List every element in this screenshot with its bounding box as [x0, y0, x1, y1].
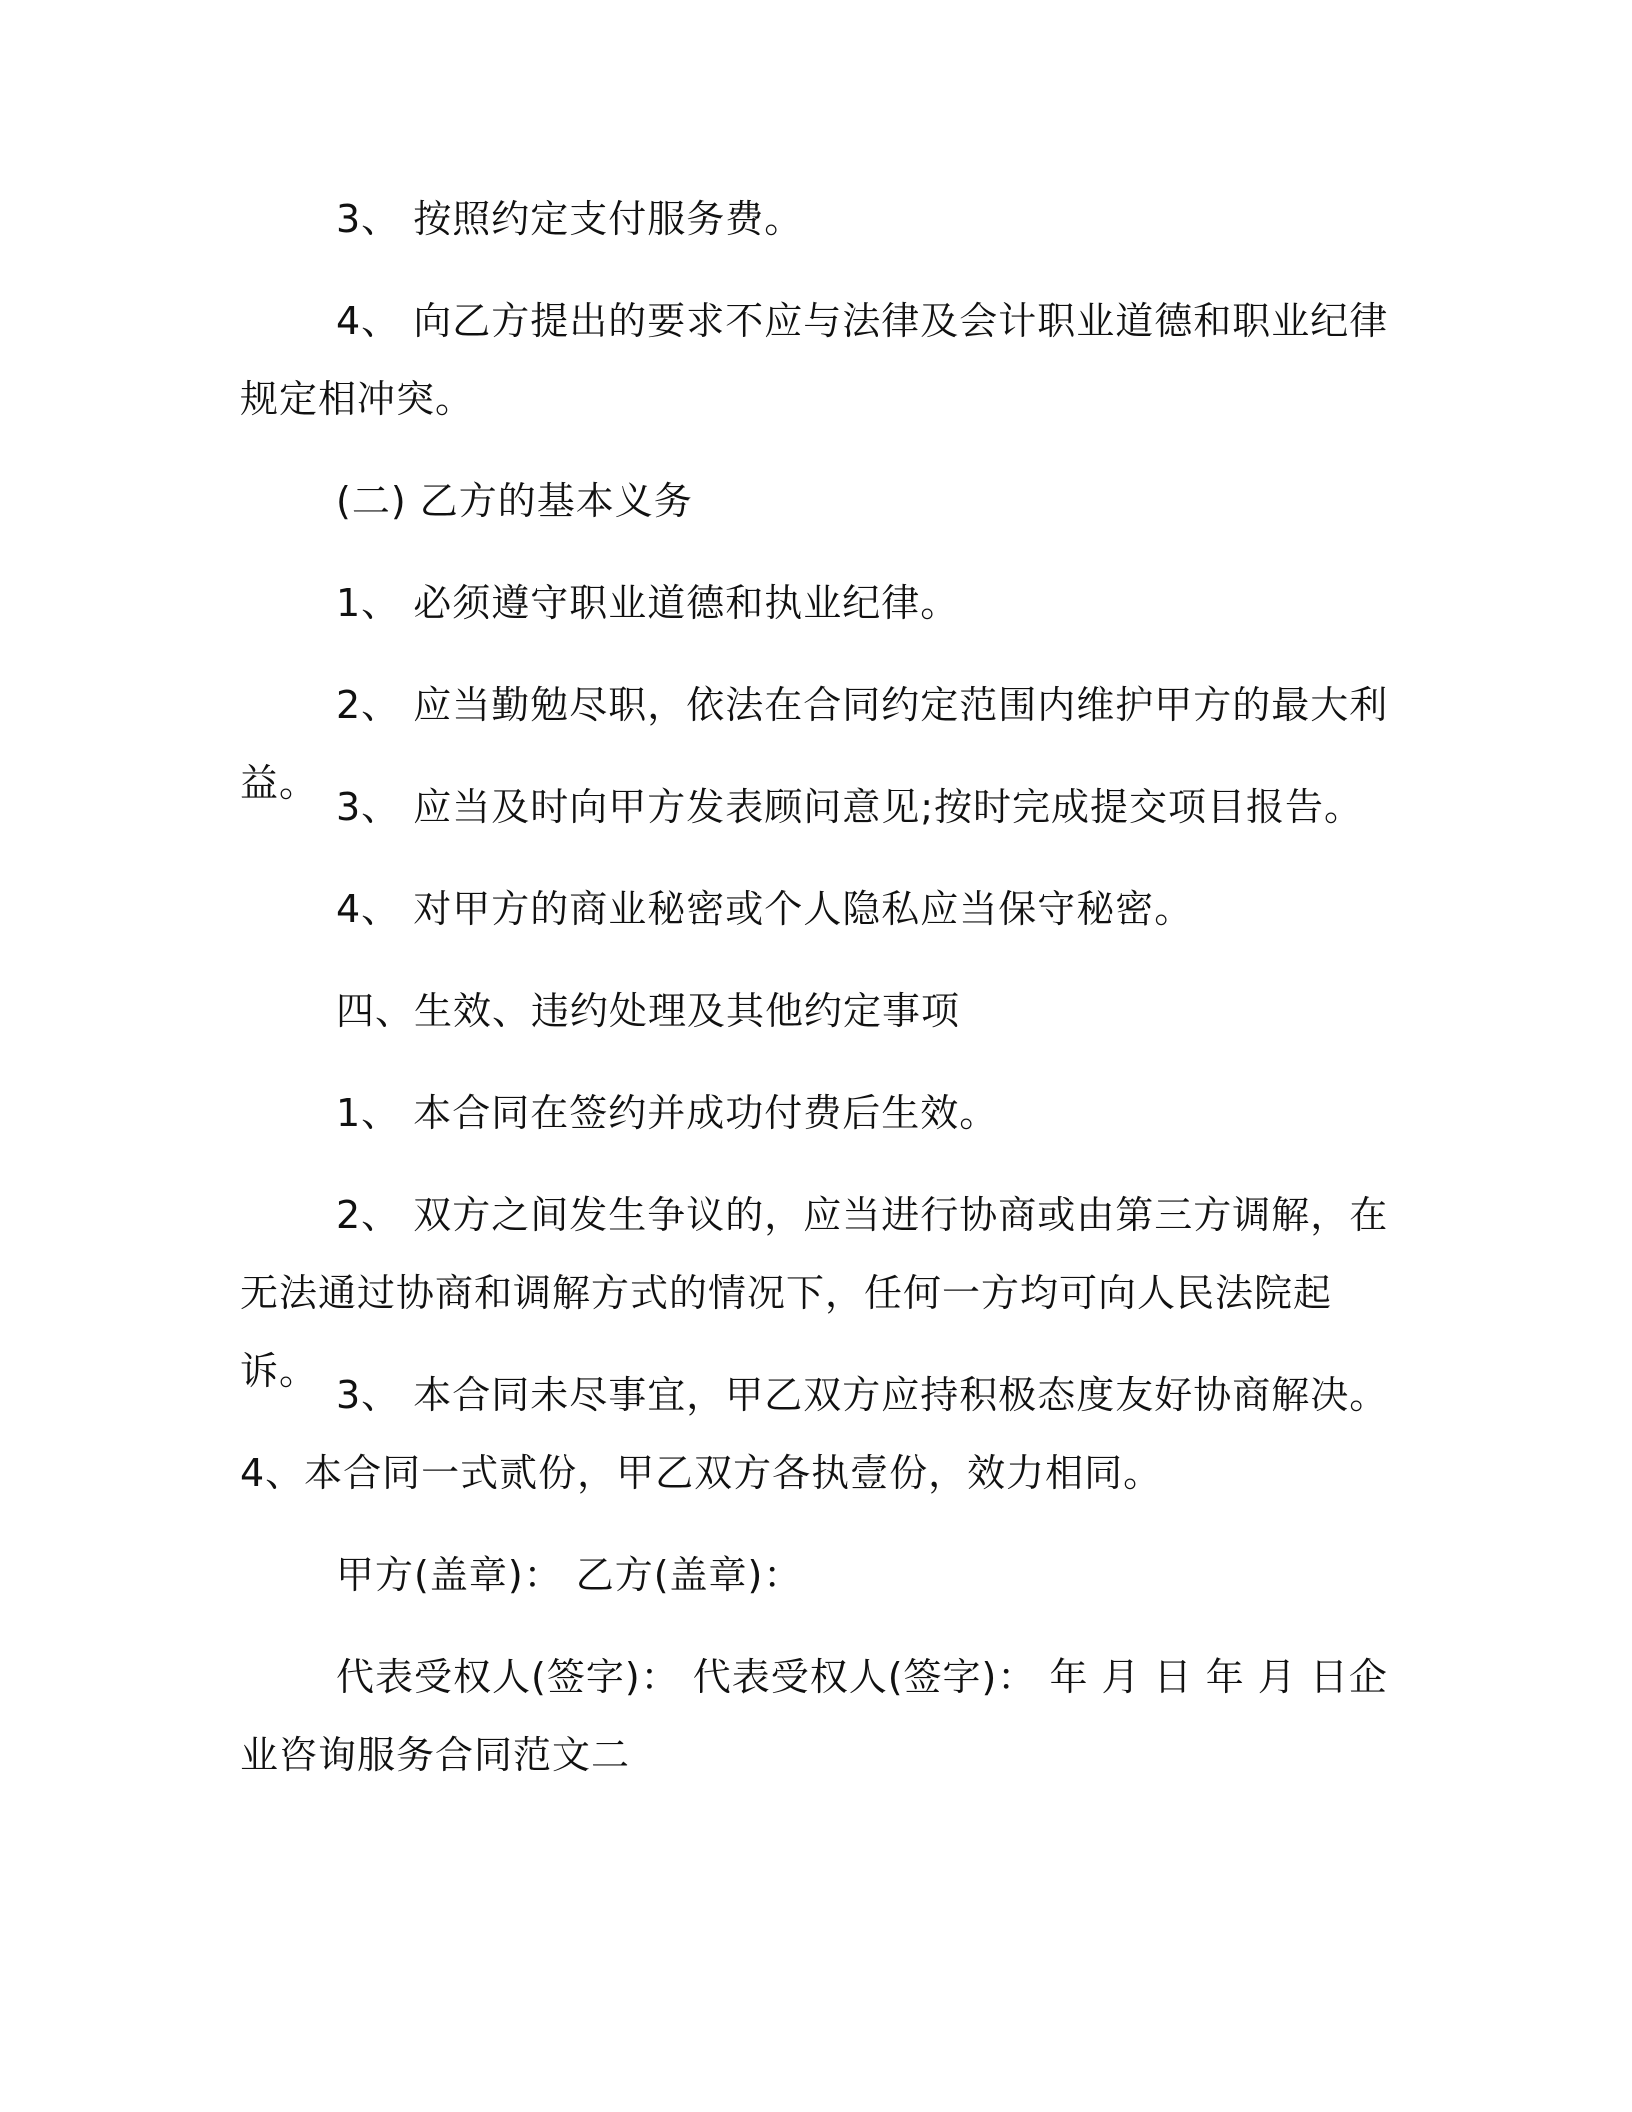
paragraph-item-4-requirements: 4、 向乙方提出的要求不应与法律及会计职业道德和职业纪律规定相冲突。 — [240, 299, 1389, 421]
paragraph-item-3-4-matters-and-copies: 3、 本合同未尽事宜，甲乙双方应持积极态度友好协商解决。 4、本合同一式贰份，甲乙双方各执壹份，效力相同。 — [240, 1373, 1389, 1495]
paragraph-item-3-advice: 3、 应当及时向甲方发表顾问意见;按时完成提交项目报告。 — [336, 785, 1364, 829]
paragraph-item-4-confidentiality: 4、 对甲方的商业秘密或个人隐私应当保守秘密。 — [336, 887, 1194, 931]
paragraph-item-2-disputes: 2、 双方之间发生争议的，应当进行协商或由第三方调解，在无法通过协商和调解方式的情况下，任何一方均可向人民法院起诉。 — [240, 1193, 1389, 1393]
section-heading-effect-and-breach: 四、生效、违约处理及其他约定事项 — [336, 989, 961, 1033]
paragraph-item-3-pay-fee: 3、 按照约定支付服务费。 — [336, 197, 804, 241]
section-heading-party-b-obligations: (二) 乙方的基本义务 — [336, 479, 693, 523]
paragraph-item-1-effective: 1、 本合同在签约并成功付费后生效。 — [336, 1091, 999, 1135]
paragraph-item-2-diligence: 2、 应当勤勉尽职，依法在合同约定范围内维护甲方的最大利益。 — [240, 683, 1389, 805]
signature-representative-line: 代表受权人(签字)： 代表受权人(签字)： 年 月 日 年 月 日企业咨询服务合同范文二 — [240, 1655, 1388, 1777]
paragraph-item-1-ethics: 1、 必须遵守职业道德和执业纪律。 — [336, 581, 960, 625]
signature-seal-line: 甲方(盖章)： 乙方(盖章)： — [336, 1553, 803, 1597]
